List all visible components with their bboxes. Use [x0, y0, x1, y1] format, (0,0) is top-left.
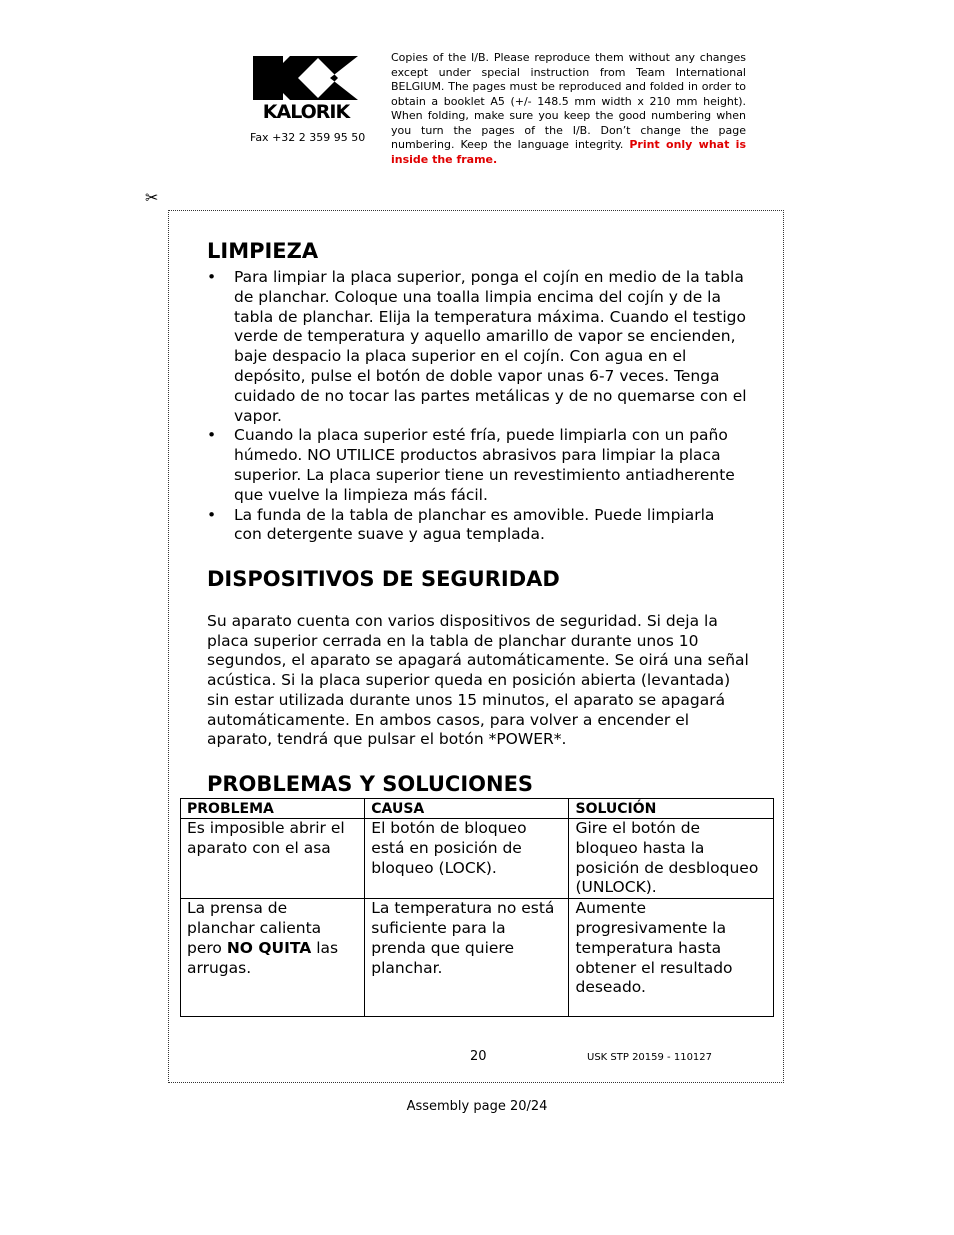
problema-text-b: las arrugas. [187, 938, 339, 977]
cell-causa: La temperatura no está suficiente para la prenda que quiere planchar. [365, 899, 569, 1017]
document-code: USK STP 20159 - 110127 [587, 1052, 713, 1063]
list-item: • Cuando la placa superior esté fría, puede limpiarla con un paño húmedo. NO UTILICE productos abrasivos para limpiar la placa superior. La placa superior tiene un revestimiento antiadherente que vuelve la limpieza más fácil. [207, 426, 747, 505]
cell-solucion: Aumente progresivamente la temperatura hasta obtener el resultado deseado. [569, 899, 774, 1017]
cell-causa: El botón de bloqueo está en posición de bloqueo (LOCK). [365, 819, 569, 899]
dispositivos-text: Su aparato cuenta con varios dispositivos de seguridad. Si deja la placa superior cerrada en la tabla de planchar durante unos 10 segundos, el aparato se apagará automáticamente. Se oirá una señal acústica. Si la placa superior queda en posición abierta (levantada) sin estar utilizada durante unos 15 minutos, el aparato se apagará automáticamente. En ambos casos, para volver a encender el aparato, tendrá que pulsar el botón *POWER*. [207, 612, 749, 749]
list-item: • Para limpiar la placa superior, ponga el cojín en medio de la tabla de planchar. Coloque una toalla limpia encima del cojín y de la tabla de planchar. Elija la temperatura máxima. Cuando el testigo verde de temperatura y aquello amarillo de vapor se encienden, baje despacio la placa superior en el cojín. Con agua en el depósito, pulse el botón de doble vapor unas 6-7 veces. Tenga cuidado de no tocar las partes metálicas y de no quemarse con el vapor. [207, 268, 747, 426]
scissors-icon: ✂ [145, 188, 159, 207]
limpieza-section [207, 238, 747, 545]
header-causa: CAUSA [365, 799, 569, 819]
list-item: • La funda de la tabla de planchar es amovible. Puede limpiarla con detergente suave y agua templada. [207, 506, 747, 546]
problema-text-a: La prensa de planchar calienta pero [187, 899, 322, 957]
header-problema: PROBLEMA [181, 799, 365, 819]
logo-wordmark: KALORIK [262, 101, 350, 123]
fax-number: Fax +32 2 359 95 50 [250, 131, 366, 144]
limpieza-list [207, 268, 747, 545]
dispositivos-heading: DISPOSITIVOS DE SEGURIDAD [207, 567, 560, 591]
notice-red-period: . [493, 152, 498, 166]
cell-problema: Es imposible abrir el aparato con el asa [181, 819, 365, 899]
notice-text: Copies of the I/B. Please reproduce them without any changes except under special instruction from Team International BELGIUM. The pages must be reproduced and folded in order to obtain a booklet A5 (+/- 148.5 mm width x 210 mm height). When folding, make sure you keep the good numbering when you turn the pages of the I/B. Don’t change the page numbering. Keep the language integrity. [391, 51, 746, 151]
problema-text-bold: NO QUITA [226, 938, 312, 957]
notice-red-text: Print only what is inside the frame [391, 138, 746, 166]
table-row [181, 899, 774, 1017]
header-solucion: SOLUCIÓN [569, 799, 774, 819]
table-row [181, 819, 774, 899]
cell-problema [181, 899, 365, 1017]
cell-solucion: Gire el botón de bloqueo hasta la posición de desbloqueo (UNLOCK). [569, 819, 774, 899]
copy-notice [391, 51, 746, 167]
problemas-heading: PROBLEMAS Y SOLUCIONES [207, 772, 534, 796]
troubleshooting-table [180, 798, 774, 1017]
limpieza-heading: LIMPIEZA [207, 239, 319, 263]
page-number: 20 [470, 1049, 487, 1064]
table-header-row [181, 799, 774, 819]
assembly-page: Assembly page 20/24 [406, 1099, 548, 1114]
